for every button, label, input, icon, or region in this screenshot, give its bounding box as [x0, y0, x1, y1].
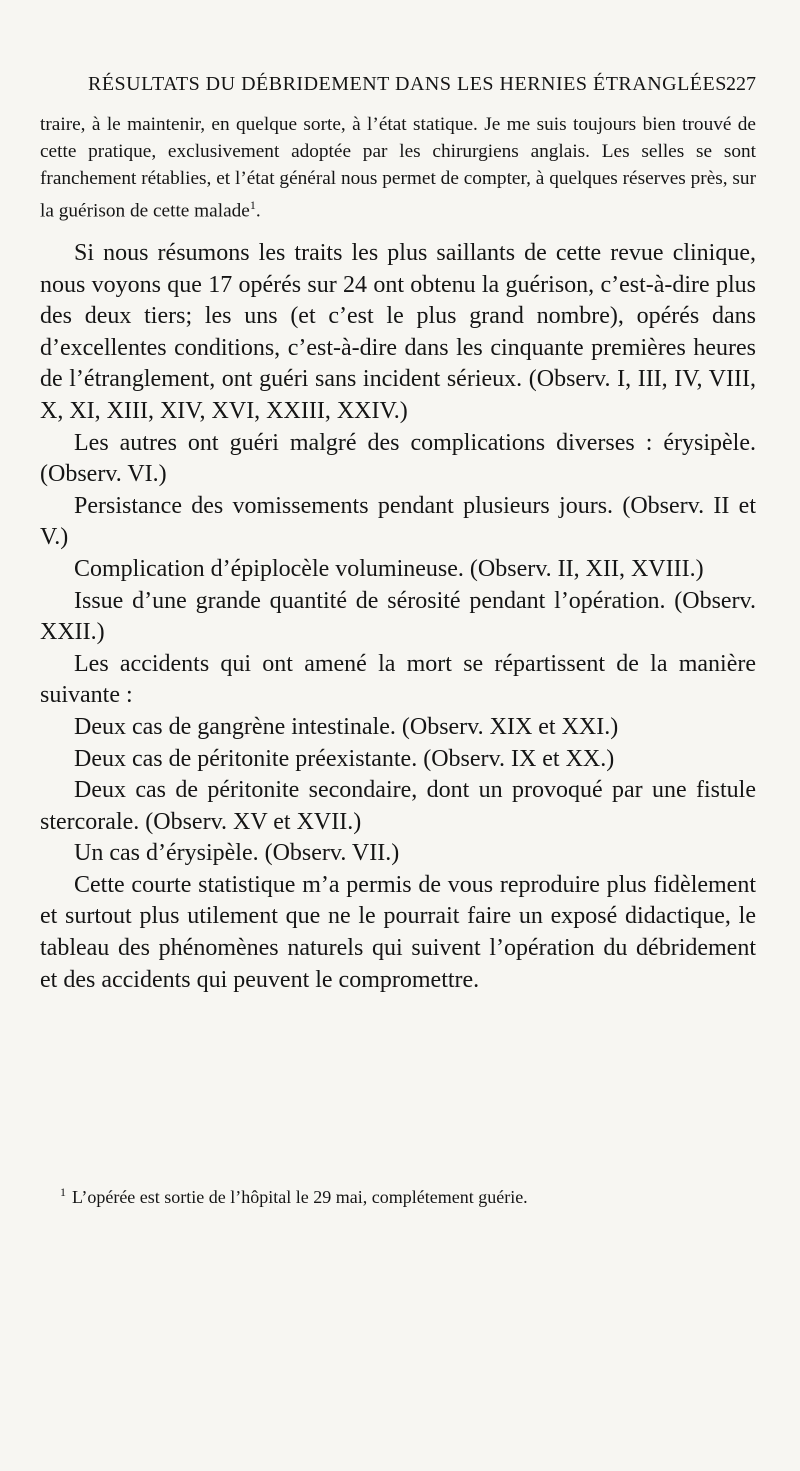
- complication-item: Persistance des vomissements pendant plusieurs jours. (Observ. II et V.): [40, 492, 756, 551]
- complication-item: Issue d’une grande quantité de sérosité pendant l’opération. (Observ. XXII.): [40, 587, 756, 646]
- page-number: 227: [726, 73, 756, 95]
- footnote-marker: 1: [60, 1185, 66, 1199]
- death-cause-item: Deux cas de péritonite secondaire, dont un provoqué par une fistule stercorale. (Observ. XV et XVII.): [40, 777, 756, 835]
- complications-intro: Les autres ont guéri malgré des complications diverses : érysipèle. (Observ. VI.): [40, 429, 756, 488]
- footnote-reference: 1: [249, 198, 256, 213]
- footnote: [60, 1180, 756, 1209]
- footnote-text: L’opérée est sortie de l’hôpital le 29 mai, complétement guérie.: [72, 1187, 528, 1207]
- book-page: [40, 68, 756, 1448]
- opening-paragraph-end: .: [255, 200, 261, 222]
- death-cause-item: Un cas d’érysipèle. (Observ. VII.): [74, 840, 400, 867]
- opening-paragraph-text: traire, à le maintenir, en quelque sorte, à l’état statique. Je me suis toujours bien trouvé de cette pratique, exclusivement adoptée par les chirurgiens anglais. Les selles se sont franchement rétablies, et l’état général nous permet de compter, à quelques réserves près, sur la guérison de cette malade: [40, 114, 756, 222]
- running-head: [40, 68, 756, 102]
- death-cause-item: Deux cas de péritonite préexistante. (Observ. IX et XX.): [74, 745, 615, 772]
- main-text: [40, 238, 756, 996]
- closing-paragraph: Cette courte statistique m’a permis de vous reproduire plus fidèlement et surtout plus utilement que ne le pourrait faire un exposé didactique, le tableau des phénomènes naturels qui suivent l’opération du débridement et des accidents qui peuvent le compromettre.: [40, 871, 756, 993]
- opening-paragraph: [40, 112, 756, 226]
- running-title: RÉSULTATS DU DÉBRIDEMENT DANS LES HERNIES ÉTRANGLÉES.: [88, 73, 733, 95]
- complication-item: Complication d’épiplocèle volumineuse. (Observ. II, XII, XVIII.): [74, 555, 704, 582]
- deaths-intro: Les accidents qui ont amené la mort se répartissent de la manière suivante :: [40, 650, 756, 709]
- summary-paragraph: Si nous résumons les traits les plus saillants de cette revue clinique, nous voyons que 17 opérés sur 24 ont obtenu la guérison, c’est-à-dire plus des deux tiers; les uns (et c’est le plus grand nombre), opérés dans d’excellentes conditions, c’est-à-dire dans les cinquante premières heures de l’étranglement, ont guéri sans incident sérieux. (Observ. I, III, IV, VIII, X, XI, XIII, XIV, XVI, XXIII, XXIV.): [40, 240, 756, 424]
- death-cause-item: Deux cas de gangrène intestinale. (Observ. XIX et XXI.): [74, 713, 619, 740]
